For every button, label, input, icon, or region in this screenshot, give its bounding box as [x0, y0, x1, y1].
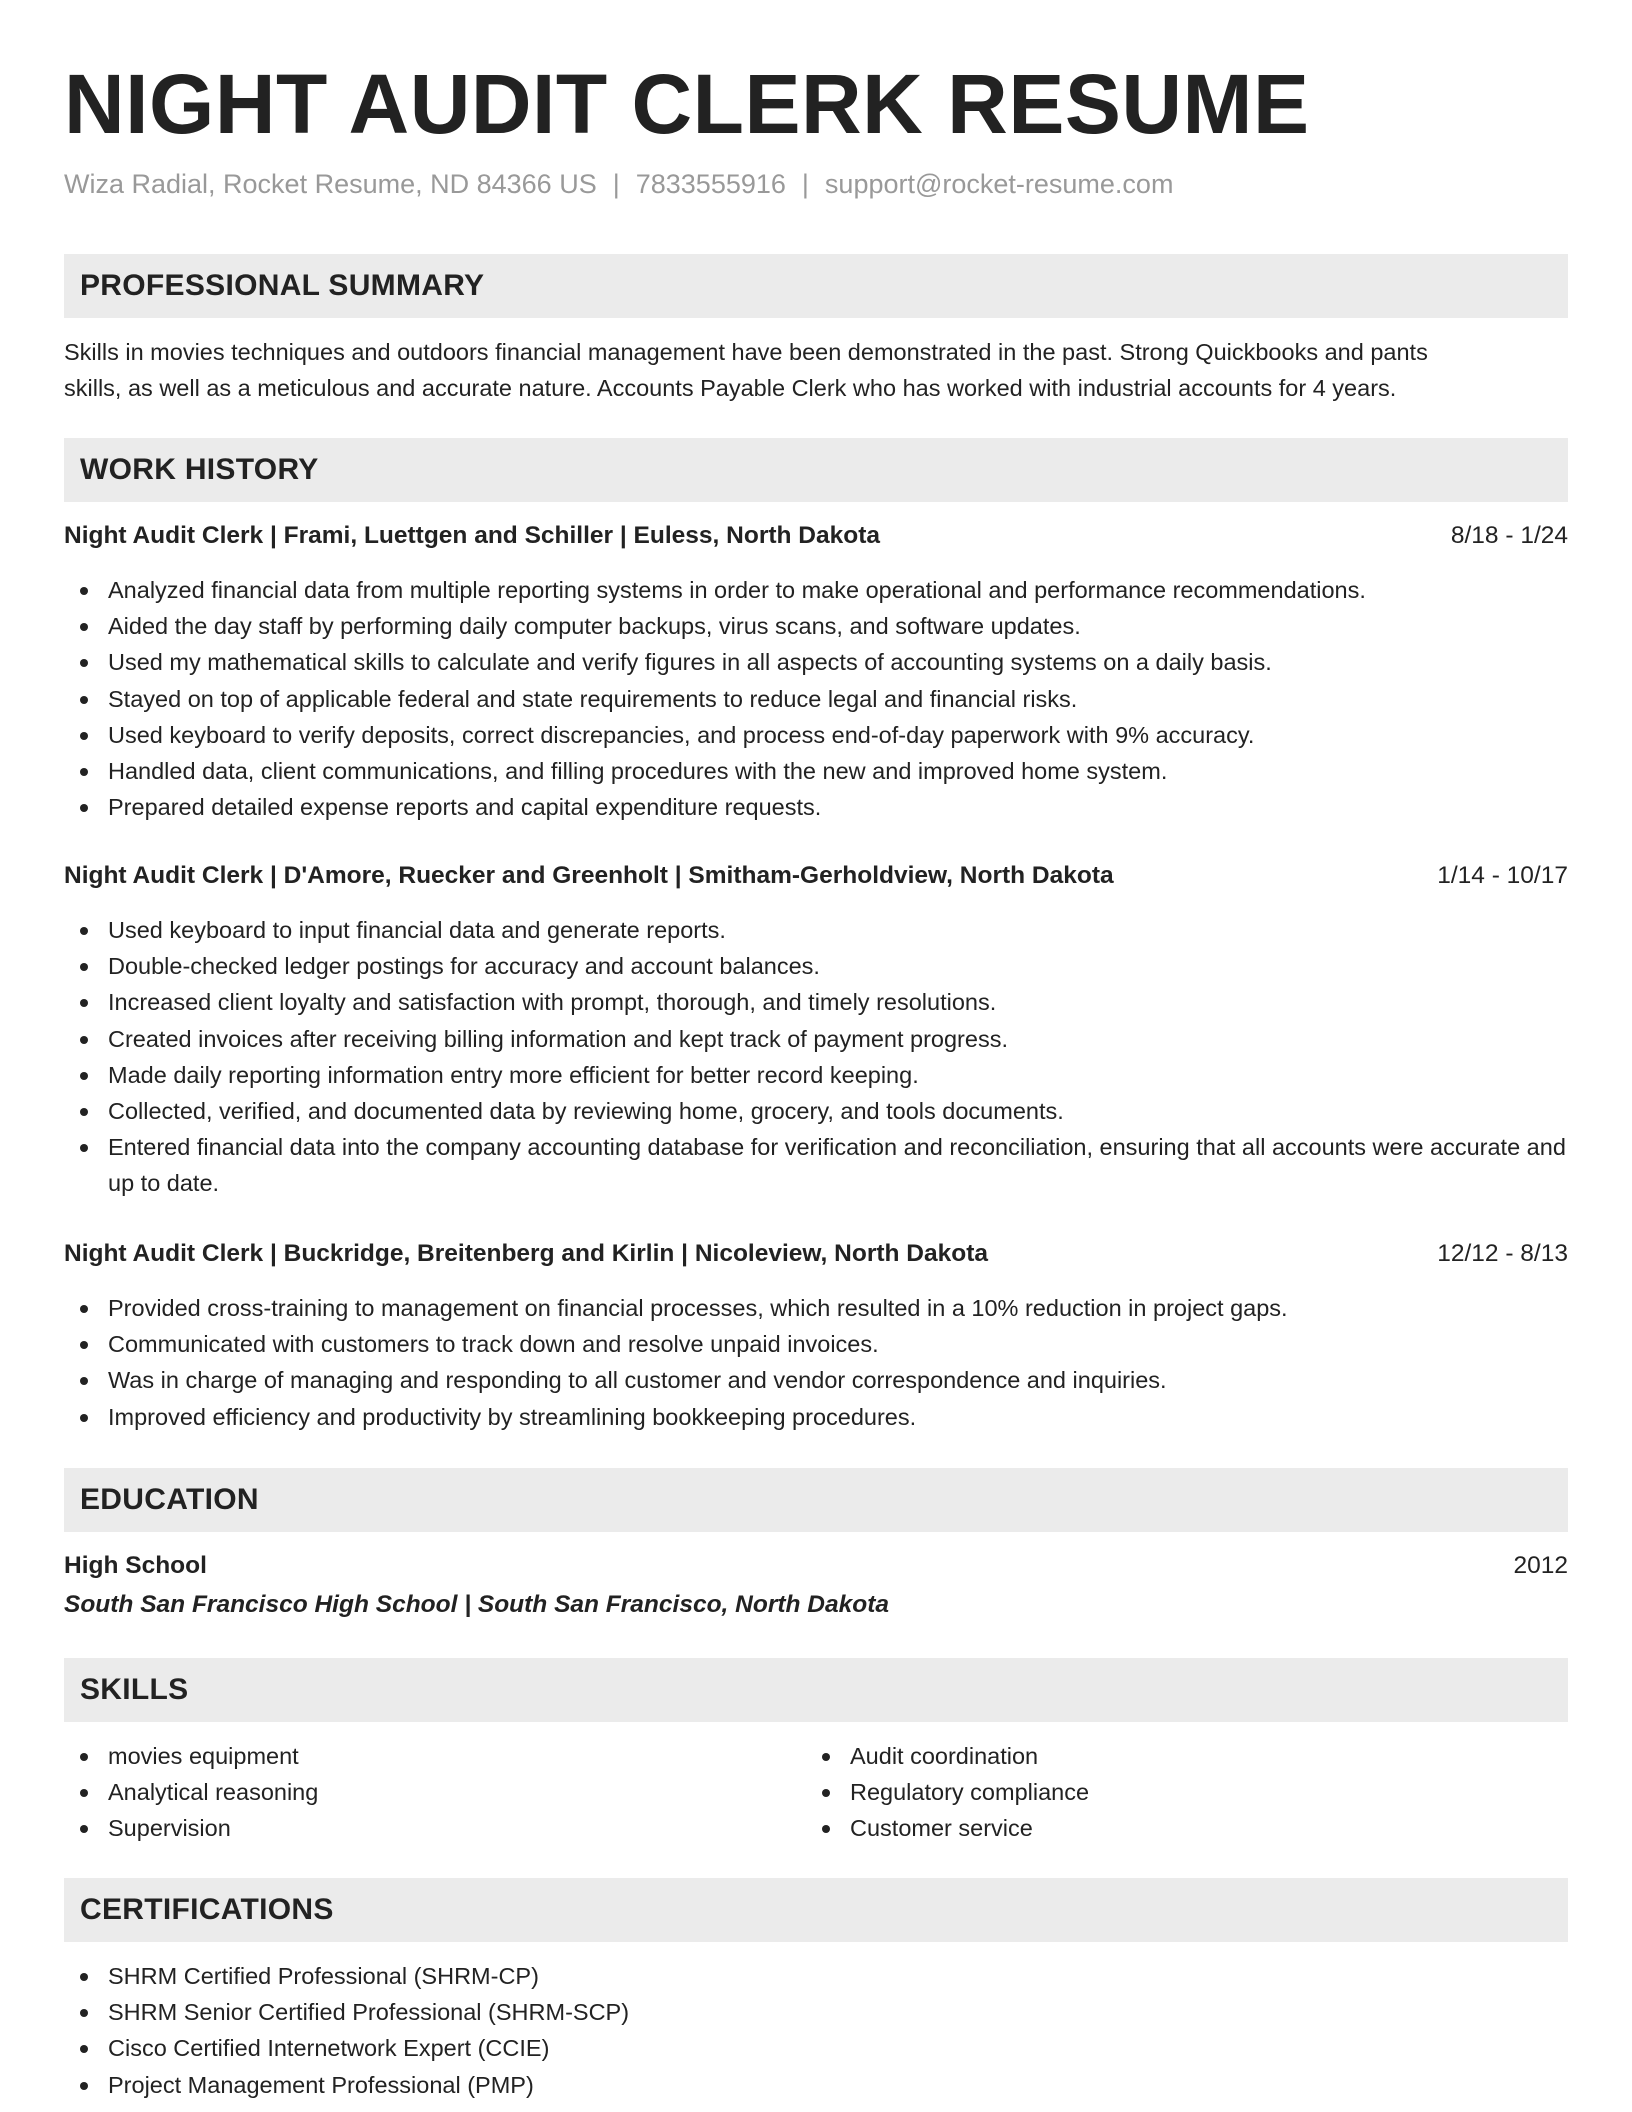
- job-header: [64, 1236, 1568, 1272]
- list-item: Analyzed financial data from multiple reporting systems in order to make operational and performance recommendations.: [64, 572, 1568, 608]
- job-dates: 1/14 - 10/17: [1437, 862, 1568, 889]
- section-header-skills: [64, 1658, 1568, 1722]
- list-item: Aided the day staff by performing daily computer backups, virus scans, and software updates.: [64, 608, 1568, 644]
- job-title: Night Audit Clerk | Frami, Luettgen and Schiller | Euless, North Dakota: [64, 522, 880, 549]
- section-title: PROFESSIONAL SUMMARY: [80, 269, 485, 302]
- list-item: Communicated with customers to track down and resolve unpaid invoices.: [64, 1326, 1568, 1362]
- section-title: EDUCATION: [80, 1483, 259, 1516]
- certifications-list: [64, 1958, 1568, 2103]
- section-header-education: [64, 1468, 1568, 1532]
- list-item: Project Management Professional (PMP): [64, 2067, 1568, 2103]
- contact-line: [64, 164, 1173, 204]
- list-item: Stayed on top of applicable federal and state requirements to reduce legal and financial risks.: [64, 681, 1568, 717]
- list-item: Used my mathematical skills to calculate and verify figures in all aspects of accounting systems on a daily basis.: [64, 644, 1568, 680]
- list-item: Regulatory compliance: [806, 1774, 1632, 1810]
- list-item: Entered financial data into the company accounting database for verification and reconciliation, ensuring that all accounts were accurate and up to date.: [64, 1129, 1568, 1201]
- job-title: Night Audit Clerk | Buckridge, Breitenberg and Kirlin | Nicoleview, North Dakota: [64, 1240, 988, 1267]
- summary-text: [64, 334, 1568, 406]
- list-item: Made daily reporting information entry more efficient for better record keeping.: [64, 1057, 1568, 1093]
- section-title: WORK HISTORY: [80, 453, 319, 486]
- list-item: Prepared detailed expense reports and capital expenditure requests.: [64, 789, 1568, 825]
- education-school: South San Francisco High School | South San Francisco, North Dakota: [64, 1591, 889, 1618]
- education-degree: High School: [64, 1552, 207, 1579]
- job-title: Night Audit Clerk | D'Amore, Ruecker and Greenholt | Smitham-Gerholdview, North Dakota: [64, 862, 1114, 889]
- job-dates: 8/18 - 1/24: [1450, 522, 1568, 549]
- list-item: Provided cross-training to management on financial processes, which resulted in a 10% reduction in project gaps.: [64, 1290, 1568, 1326]
- list-item: Used keyboard to input financial data and generate reports.: [64, 912, 1568, 948]
- job-dates: 12/12 - 8/13: [1437, 1240, 1568, 1267]
- section-header-summary: [64, 254, 1568, 318]
- section-header-work-history: [64, 438, 1568, 502]
- job-header: [64, 858, 1568, 894]
- job-bullets: [64, 1290, 1568, 1435]
- list-item: Customer service: [806, 1810, 1632, 1846]
- list-item: Used keyboard to verify deposits, correct discrepancies, and process end-of-day paperwork with 9% accuracy.: [64, 717, 1568, 753]
- contact-separator: |: [612, 169, 620, 199]
- section-title: CERTIFICATIONS: [80, 1893, 334, 1926]
- list-item: Supervision: [64, 1810, 1568, 1846]
- education-year: 2012: [1513, 1552, 1568, 1579]
- list-item: movies equipment: [64, 1738, 1568, 1774]
- summary-line: skills, as well as a meticulous and accurate nature. Accounts Payable Clerk who has worked with industrial accounts for 4 years.: [64, 375, 1397, 401]
- list-item: SHRM Senior Certified Professional (SHRM-SCP): [64, 1994, 1568, 2030]
- job-bullets: [64, 572, 1568, 825]
- job-bullets: [64, 912, 1568, 1202]
- job-header: [64, 518, 1568, 554]
- contact-address: Wiza Radial, Rocket Resume, ND 84366 US: [64, 169, 597, 199]
- list-item: SHRM Certified Professional (SHRM-CP): [64, 1958, 1568, 1994]
- summary-line: Skills in movies techniques and outdoors financial management have been demonstrated in the past. Strong Quickbooks and pants: [64, 339, 1428, 365]
- list-item: Increased client loyalty and satisfaction with prompt, thorough, and timely resolutions.: [64, 984, 1568, 1020]
- list-item: Double-checked ledger postings for accuracy and account balances.: [64, 948, 1568, 984]
- list-item: Handled data, client communications, and filling procedures with the new and improved home system.: [64, 753, 1568, 789]
- list-item: Audit coordination: [806, 1738, 1632, 1774]
- contact-separator: |: [801, 169, 809, 199]
- section-header-certifications: [64, 1878, 1568, 1942]
- list-item: Created invoices after receiving billing information and kept track of payment progress.: [64, 1021, 1568, 1057]
- list-item: Analytical reasoning: [64, 1774, 1568, 1810]
- list-item: Cisco Certified Internetwork Expert (CCIE): [64, 2030, 1568, 2066]
- list-item: Was in charge of managing and responding to all customer and vendor correspondence and inquiries.: [64, 1362, 1568, 1398]
- skills-list-right: [806, 1738, 1632, 1847]
- section-title: SKILLS: [80, 1673, 189, 1706]
- list-item: Improved efficiency and productivity by streamlining bookkeeping procedures.: [64, 1399, 1568, 1435]
- list-item: Collected, verified, and documented data by reviewing home, grocery, and tools documents.: [64, 1093, 1568, 1129]
- contact-email: support@rocket-resume.com: [824, 169, 1174, 199]
- contact-phone: 7833555916: [635, 169, 786, 199]
- resume-title: NIGHT AUDIT CLERK RESUME: [64, 57, 1310, 151]
